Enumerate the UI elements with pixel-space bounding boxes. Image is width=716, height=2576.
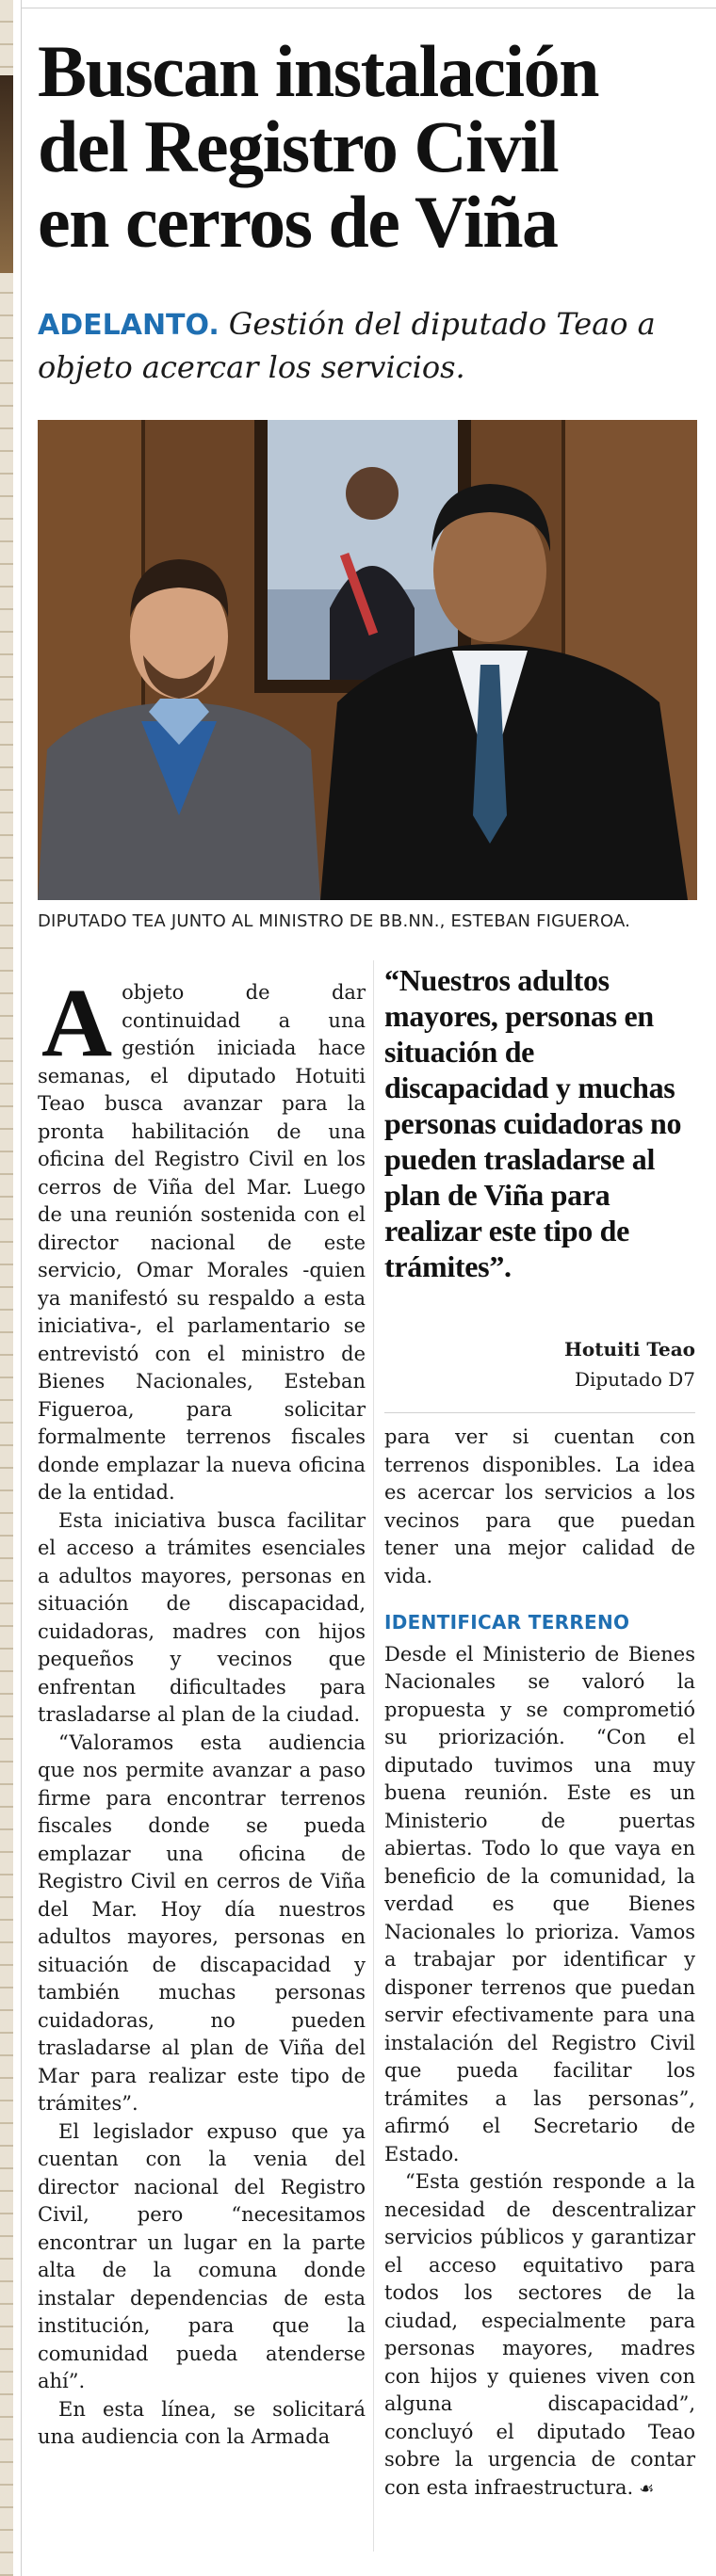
right-paragraph-3-text: “Esta gestión responde a la necesidad de descentralizar servicios públicos y garantizar el acceso equitativo para todos los sectores de la ciudad, especialmente para personas mayores, madres con hijos y quienes viven con alguna discapacidad”, concluyó el diputado Teao sobre la urgencia de contar con esta infraestructura.: [384, 2170, 695, 2499]
adjacent-page-strip: [0, 0, 13, 2576]
deck-kicker: ADELANTO.: [38, 309, 220, 342]
section-subhead: IDENTIFICAR TERRENO: [384, 1611, 630, 1634]
body-paragraph-3: “Valoramos esta audiencia que nos permite avanzar a paso firme para encontrar terrenos fiscales donde se pueda emplazar una oficina de Registro Civil en cerros de Viña del Mar. Hoy día nuestros adultos mayores, personas en situación de discapacidad y también muchas personas cuidadoras, no pueden trasladarse al plan de Viña del Mar para realizar este tipo de trámites”.: [38, 1731, 366, 2115]
right-paragraph-2: Desde el Ministerio de Bienes Nacionales se valoró la propuesta y se comprometió su priorización. “Con el diputado tuvimos una muy buena reunión. Este es un Ministerio de puertas abiertas. Todo lo que vaya en beneficio de la comunidad, la verdad es que Bienes Nacionales lo prioriza. Vamos a trabajar por identificar y disponer terrenos que puedan servir efectivamente para una instalación del Registro Civil que pueda facilitar los trámites a las personas”, afirmó el Secretario de Estado.: [384, 1642, 695, 2165]
photo-illustration: [38, 420, 697, 900]
body-paragraph-5: En esta línea, se solicitará una audiencia con la Armada: [38, 2397, 366, 2448]
drop-cap: A: [41, 969, 113, 1077]
article-photo: [38, 420, 697, 900]
deck: [38, 303, 697, 388]
headline: [38, 30, 697, 263]
article-body-left: [38, 969, 366, 2452]
body-paragraph-1-text: objeto de dar continuidad a una gestión iniciada hace semanas, el diputado Hotuiti Teao busca avanzar para la pronta habilitación de una oficina del Registro Civil en los cerros de Viña del Mar. Luego de una reunión sostenida con el director nacional de este servicio, Omar Morales -quien ya manifestó su respaldo a esta iniciativa-, el parlamentario se entrevistó con el ministro de Bienes Nacionales, Esteban Figueroa, para solicitar formalmente terrenos fiscales donde emplazar la nueva oficina de la entidad.: [38, 981, 366, 1504]
headline-line-3: en cerros de Viña: [38, 181, 558, 263]
column-divider: [21, 0, 22, 2576]
deck-text: Gestión del diputado Teao a objeto acercar los servicios.: [38, 306, 656, 385]
headline-line-1: Buscan instalación: [38, 30, 598, 112]
pull-quote-author: Hotuiti Teao: [563, 1338, 695, 1360]
headline-line-2: del Registro Civil: [38, 105, 559, 187]
adjacent-page-photo: [0, 75, 13, 273]
body-paragraph-4: El legislador expuso que ya cuentan con la venia del director nacional del Registro Civil, pero “necesitamos encontrar un lugar en la parte alta de la comuna donde instalar dependencias de esta institución, para que la comunidad pueda atenderse ahí”.: [38, 2119, 366, 2392]
right-paragraph-1: para ver si cuentan con terrenos disponibles. La idea es acercar los servicios a los vecinos para que puedan tener una mejor calidad de vida.: [384, 1425, 695, 1587]
article-body-right: [384, 1424, 695, 2503]
body-paragraph-2: Esta iniciativa busca facilitar el acceso a trámites esenciales a adultos mayores, personas en situación de discapacidad, cuidadoras, madres con hijos pequeños y vecinos que enfrentan dificultades para trasladarse al plan de la ciudad.: [38, 1508, 366, 1726]
column-rule: [373, 960, 374, 2552]
body-paragraph-1: [38, 969, 366, 1507]
photo-caption: DIPUTADO TEA JUNTO AL MINISTRO DE BB.NN., ESTEBAN FIGUEROA.: [38, 911, 631, 931]
pull-quote-separator: [384, 1412, 695, 1413]
pull-quote-role: Diputado D7: [574, 1368, 695, 1391]
end-mark-icon: ☙: [639, 2478, 655, 2499]
right-paragraph-3: [384, 2168, 695, 2503]
pull-quote: “Nuestros adultos mayores, personas en situación de discapacidad y muchas personas cuidadoras no pueden trasladarse al plan de Viña para realizar este tipo de trámites”.: [384, 963, 682, 1283]
